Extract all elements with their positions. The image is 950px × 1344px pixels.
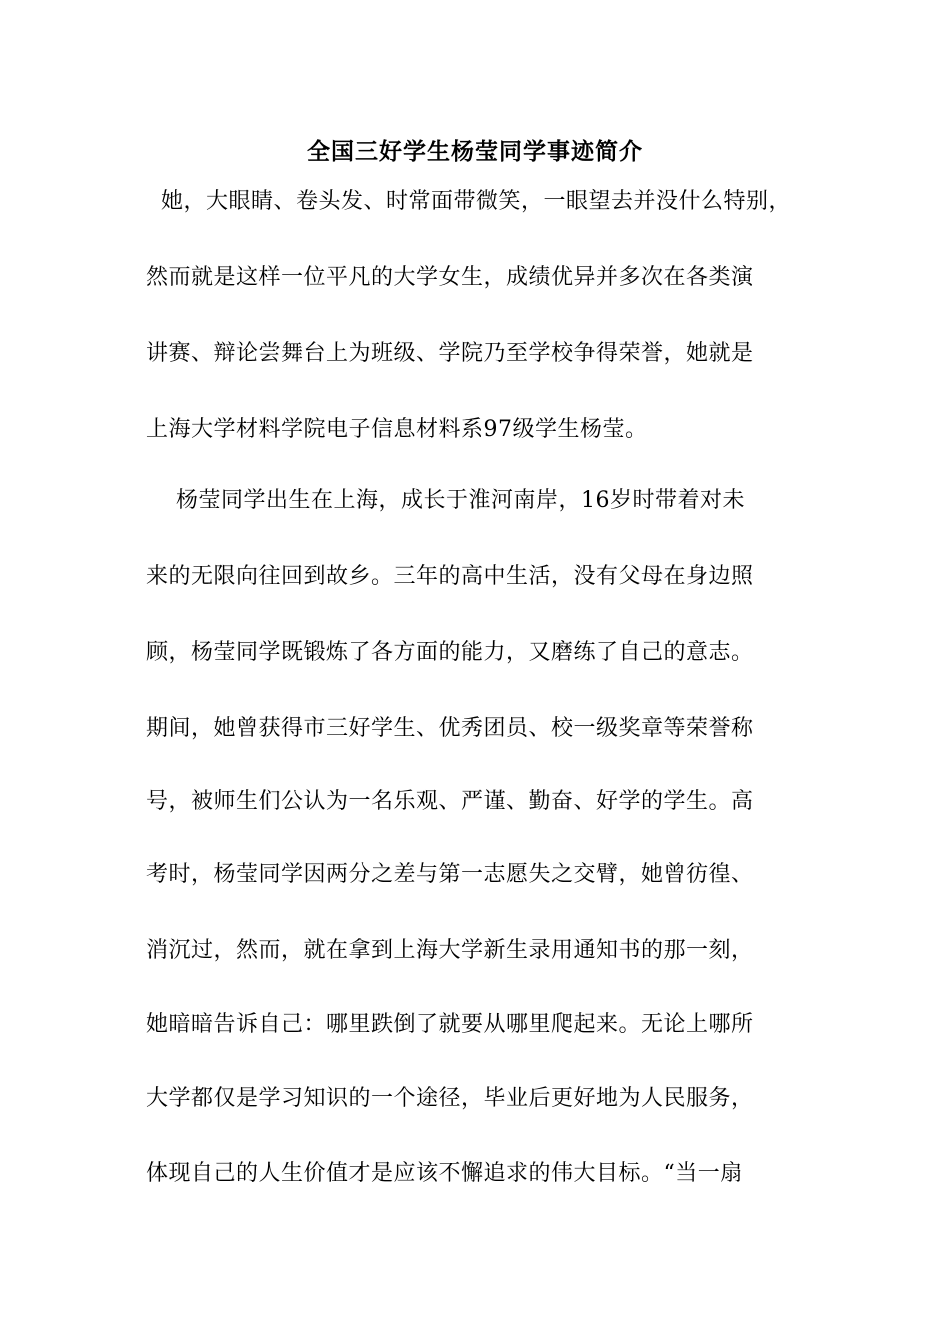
- paragraph-line: 体现自己的人生价值才是应该不懈追求的伟大目标。“当一扇: [146, 1161, 743, 1186]
- paragraph-line: 然而就是这样一位平凡的大学女生，成绩优异并多次在各类演: [146, 265, 754, 290]
- paragraph-line: 号，被师生们公认为一名乐观、严谨、勤奋、好学的学生。高: [146, 789, 754, 814]
- paragraph-line: 来的无限向往回到故乡。三年的高中生活，没有父母在身边照: [146, 564, 754, 589]
- paragraph-line: 消沉过，然而，就在拿到上海大学新生录用通知书的那一刻，: [146, 938, 754, 963]
- paragraph-line: 杨莹同学出生在上海，成长于淮河南岸，16岁时带着对未: [146, 488, 745, 513]
- paragraph-line: 顾，杨莹同学既锻炼了各方面的能力，又磨练了自己的意志。: [146, 640, 754, 665]
- paragraph-line: 讲赛、辩论尝舞台上为班级、学院乃至学校争得荣誉，她就是: [146, 341, 754, 366]
- paragraph-line: 她，大眼睛、卷头发、时常面带微笑，一眼望去并没什么特别，: [146, 189, 791, 214]
- document-title: 全国三好学生杨莹同学事迹简介: [307, 138, 643, 165]
- paragraph-line: 大学都仅是学习知识的一个途径，毕业后更好地为人民服务，: [146, 1086, 754, 1111]
- paragraph-line: 期间，她曾获得市三好学生、优秀团员、校一级奖章等荣誉称: [146, 716, 754, 741]
- paragraph-line: 考时，杨莹同学因两分之差与第一志愿失之交臂，她曾彷徨、: [146, 862, 754, 887]
- paragraph-line: 她暗暗告诉自己：哪里跌倒了就要从哪里爬起来。无论上哪所: [146, 1012, 754, 1037]
- paragraph-line: 上海大学材料学院电子信息材料系97级学生杨莹。: [146, 417, 648, 442]
